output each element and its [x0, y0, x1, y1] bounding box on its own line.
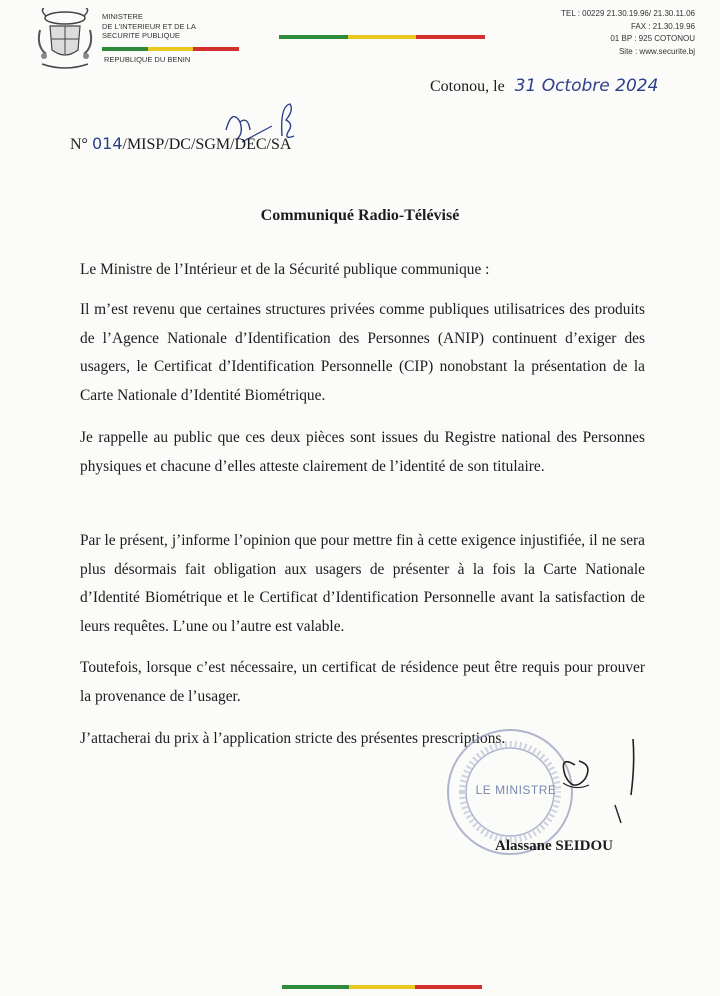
stamp-label: LE MINISTRE [475, 783, 557, 797]
ministry-line: MINISTERE [102, 12, 143, 21]
contact-block [495, 8, 695, 58]
contact-tel: TEL : 00229 21.30.19.96/ 21.30.11.06 [561, 9, 695, 18]
national-colors-band [282, 985, 482, 989]
intro-paragraph: Le Ministre de l’Intérieur et de la Sécurité publique communique : [80, 261, 490, 278]
ministry-line: SECURITE PUBLIQUE [102, 31, 180, 40]
reference-prefix: N° [70, 136, 88, 153]
signature [545, 735, 645, 825]
body-paragraph: Par le présent, j’informe l’opinion que pour mettre fin à cette exigence injustifiée, il ne sera plus désormais fait obligation aux usagers de présenter à la fois la Carte Nationale d’Identité Biométrique et le Certificat d’Identification Personnelle avant la satisfaction de leurs requêtes. L’une ou l’autre est valable. [80, 532, 645, 635]
reference-code: MISP/DC/SGM/DEC/SA [126, 136, 292, 153]
body-paragraph: J’attacherai du prix à l’application stricte des présentes prescriptions. [80, 730, 506, 747]
body-paragraph: Toutefois, lorsque c’est nécessaire, un certificat de résidence peut être requis pour prouver la provenance de l’usager. [80, 659, 645, 705]
document-title: Communiqué Radio-Télévisé [260, 207, 460, 224]
reference-number: N° 014/MISP/DC/SGM/DEC/SA [70, 134, 292, 153]
coat-of-arms-icon [34, 8, 96, 72]
date-line [430, 76, 658, 96]
handwritten-date: 31 Octobre 2024 [514, 76, 659, 96]
date-prefix: Cotonou, le [430, 78, 505, 95]
handwritten-reference-number: 014 [91, 134, 123, 153]
contact-website: Site : www.securite.bj [618, 46, 695, 56]
republic-label: REPUBLIQUE DU BENIN [104, 55, 191, 64]
ministry-header [102, 12, 262, 41]
body-paragraph: Je rappelle au public que ces deux pièces sont issues du Registre national des Personnes physiques et chacune d’elles atteste clairement de l’identité de son titulaire. [80, 429, 645, 475]
body-paragraph: Il m’est revenu que certaines structures privées comme publiques utilisatrices des produits de l’Agence Nationale d’Identification des Personnes (ANIP) continuent d’exiger des usagers, le Certificat d’Identification Personnelle (CIP) nonobstant la présentation de la Carte Nationale d’Identité Biométrique. [80, 301, 645, 404]
ministry-line: DE L'INTERIEUR ET DE LA [102, 21, 196, 31]
national-colors-band [279, 35, 485, 39]
contact-fax: FAX : 21.30.19.96 [630, 21, 695, 31]
signatory-name: Alassane SEIDOU [495, 838, 613, 854]
national-colors-band [102, 47, 239, 51]
contact-po-box: 01 BP : 925 COTONOU [610, 34, 695, 43]
